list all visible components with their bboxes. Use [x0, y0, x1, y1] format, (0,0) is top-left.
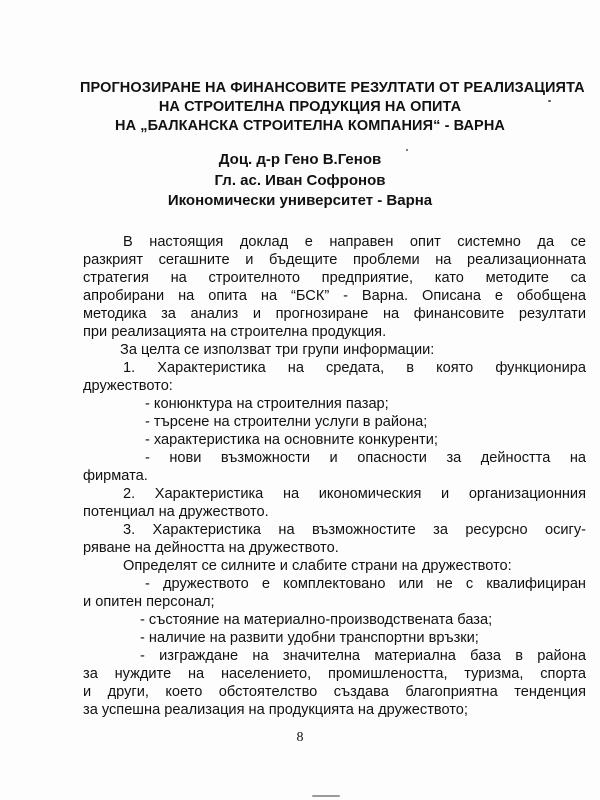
body-line: дружеството:	[83, 378, 173, 394]
body-line: апробирани на опита на “БСК” - Варна. Описана е обобщена	[83, 288, 586, 304]
body-line: ряване на дейността на дружеството.	[83, 540, 339, 556]
author-affiliation: Икономически университет - Варна	[167, 192, 433, 209]
body-line: Определят се силните и слабите страни на дружеството:	[123, 558, 512, 574]
list-item: - характеристика на основните конкуренти;	[145, 432, 438, 448]
body-line: стратегия на строителното предприятие, като методите са	[83, 270, 586, 286]
list-item: - наличие на развити удобни транспортни връзки;	[140, 630, 479, 646]
body-line: методика за анализ и прогнозиране на финансовите резултати	[83, 306, 586, 322]
list-item: - дружеството е комплектовано или не с квалифициран	[145, 576, 586, 592]
author-name-2: Гл. ас. Иван Софронов	[214, 171, 386, 189]
author-name-1: Доц. д-р Гено В.Генов	[218, 151, 382, 168]
body-line: за нуждите на населението, промишлеността, туризма, спорта	[83, 666, 586, 682]
list-item: - изграждане на значителна материална база в района	[140, 648, 586, 664]
body-line: 3. Характеристика на възможностите за ресурсно осигу-	[123, 522, 586, 538]
title-line-3: НА „БАЛКАНСКА СТРОИТЕЛНА КОМПАНИЯ“ - ВАРНА	[115, 118, 505, 134]
body-line: и опитен персонал;	[83, 594, 215, 610]
list-item: - състояние на материално-производствената база;	[140, 612, 493, 628]
list-item: - търсене на строителни услуги в района;	[145, 414, 428, 430]
body-line: фирмата.	[83, 468, 148, 484]
title-line-1: ПРОГНОЗИРАНЕ НА ФИНАНСОВИТЕ РЕЗУЛТАТИ ОТ РЕАЛИЗАЦИЯТА	[80, 80, 585, 96]
body-line: За целта се използват три групи информации:	[120, 342, 435, 358]
body-line: и други, което обстоятелство създава благоприятна тенденция	[83, 684, 586, 700]
body-line: при реализацията на строителна продукция.	[83, 324, 387, 340]
body-line: разкрият сегашните и бъдещите проблеми на реализационната	[83, 252, 586, 268]
scan-speck	[406, 149, 408, 151]
body-line: 2. Характеристика на икономическия и организационния	[123, 486, 586, 502]
list-item: - нови възможности и опасности за дейността на	[145, 450, 586, 466]
body-line: 1. Характеристика на средата, в която функционира	[123, 360, 586, 376]
body-line: потенциал на дружеството.	[83, 504, 269, 520]
scan-speck	[312, 795, 340, 797]
list-item: - конюнктура на строителния пазар;	[145, 396, 389, 412]
scan-speck	[548, 100, 551, 102]
body-line: за успешна реализация на продукцията на дружеството;	[83, 702, 468, 718]
title-line-2: НА СТРОИТЕЛНА ПРОДУКЦИЯ НА ОПИТА	[158, 99, 462, 115]
page-number: 8	[296, 730, 304, 745]
body-line: В настоящия доклад е направен опит системно да се	[123, 234, 586, 250]
